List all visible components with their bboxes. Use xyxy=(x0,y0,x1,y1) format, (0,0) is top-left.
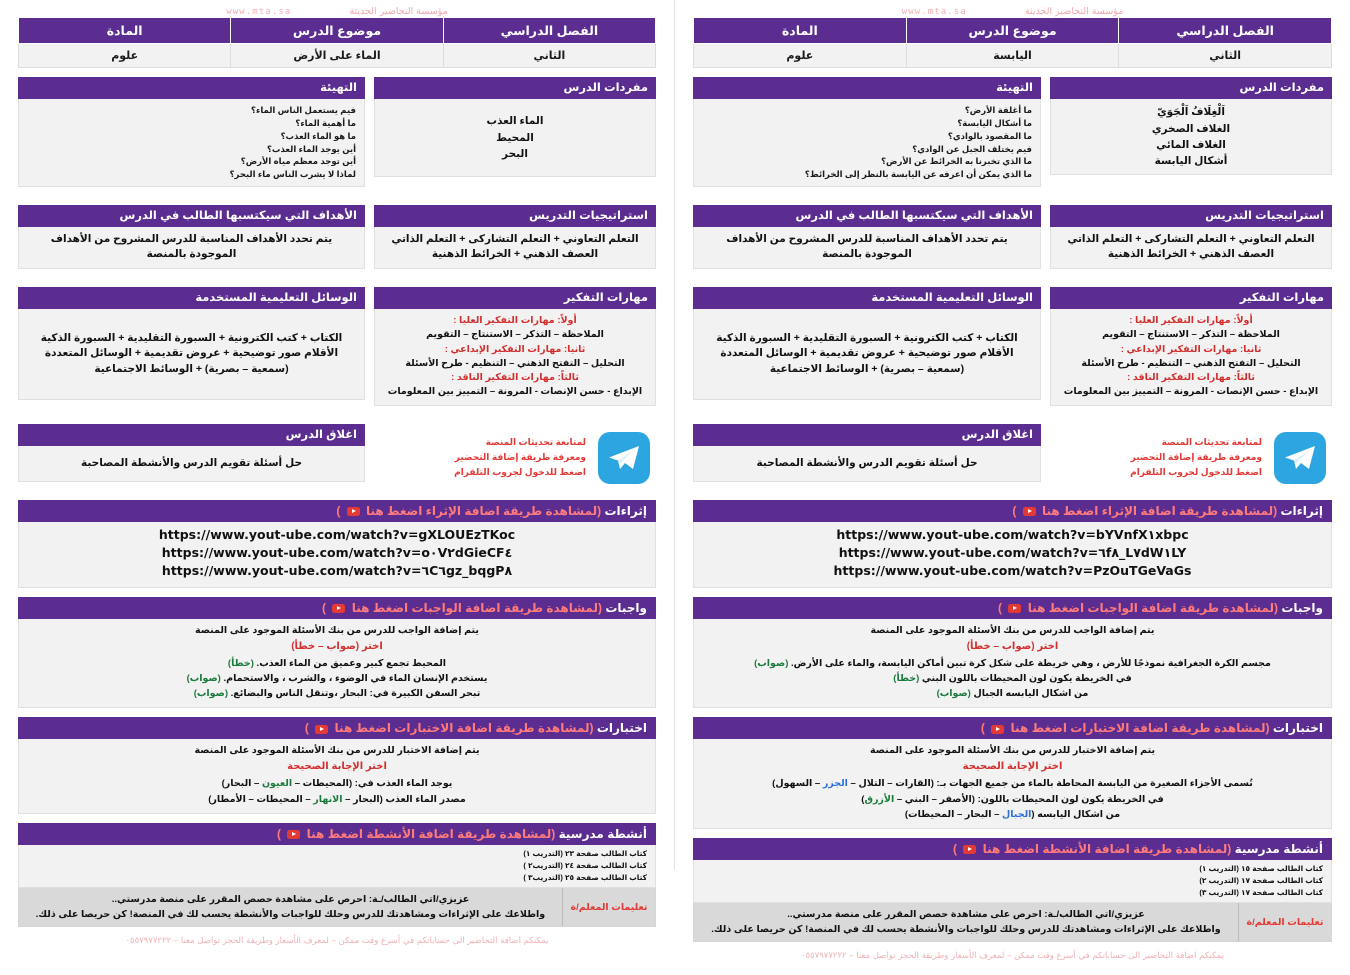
vocab-panel xyxy=(374,77,656,177)
enrichment-sublabel: (لمشاهدة طريقة اضافة الإثراء اضغط هنا xyxy=(1042,504,1278,519)
homework-panel-title[interactable] xyxy=(693,597,1332,619)
tests-panel-body xyxy=(693,739,1332,829)
goals-panel xyxy=(18,205,365,269)
enrichment-label: إثراءات xyxy=(1280,504,1323,519)
strategies-panel-title: استراتيجيات التدريس xyxy=(1050,205,1332,227)
table-header-row xyxy=(19,18,656,44)
homework-item-text: تبحر السفن الكبيرة في: البحار ،وتنقل الناس والبضائع. xyxy=(228,688,481,700)
test-item-post: – السهول) xyxy=(772,778,823,790)
warmup-panel xyxy=(693,77,1041,187)
test-item-post: – البحار) xyxy=(221,778,262,790)
media-line: الكتاب + كتب الكترونية + السبورة التقليدية + السبورة الذكية xyxy=(716,332,1018,345)
test-item-pre: يوجد الماء العذب في: (المحيطات – xyxy=(292,778,453,790)
strategies-column xyxy=(1050,205,1332,278)
paren-close: ) xyxy=(998,600,1003,615)
media-panel-body xyxy=(18,309,365,400)
homework-label: واجبات xyxy=(1281,600,1323,615)
activity-item: كتاب الطالب صفحة ٢٣ (التدريب ١) xyxy=(523,848,647,858)
closing-column xyxy=(18,424,365,492)
homework-panel-title[interactable] xyxy=(18,597,656,619)
list-item: الغلاف الصخري xyxy=(1151,122,1231,135)
warmup-vocab-row xyxy=(693,77,1332,196)
teacher-instructions-line: واطلاعك على الإثراءات ومشاهدتك للدرس وحلك للواجبات والأنشطة يحسب لك في المنصة! كن حريصا على ذلك. xyxy=(711,924,1221,936)
list-item: الغلاف المائي xyxy=(1156,138,1226,151)
goals-column xyxy=(693,205,1041,278)
vocab-list xyxy=(1059,104,1323,169)
test-item xyxy=(704,792,1321,807)
homework-item xyxy=(704,656,1321,671)
homework-item-text: مجسم الكرة الجغرافية نموذجًا للأرض ، وهي خريطة على شكل كرة تبين أماكن اليابسة، والماء على الأرض. xyxy=(788,657,1271,669)
activities-panel-body xyxy=(18,845,656,888)
list-item: ما الذي يمكن أن اعرفه عن اليابسة بالنظر إلى الخرائط؟ xyxy=(804,169,1032,180)
lesson-page xyxy=(675,0,1350,962)
warmup-question-list xyxy=(27,104,356,181)
list-item: أشكال اليابسة xyxy=(1154,155,1228,168)
activity-item: كتاب الطالب صفحة ٢٥ (التدريب٣ ) xyxy=(523,872,647,882)
activity-item: كتاب الطالب صفحة ١٥ (التدريب ١) xyxy=(1199,864,1323,874)
warmup-column xyxy=(18,77,365,196)
teacher-instructions-line: واطلاعك على الإثراءات ومشاهدتك للدرس وحلك للواجبات والأنشطة يحسب لك في المنصة! كن حريصا على ذلك. xyxy=(35,909,546,921)
strategies-line: العصف الذهني + الخرائط الذهنية xyxy=(1107,248,1275,261)
youtube-icon[interactable] xyxy=(991,725,1004,734)
homework-item-answer: (صواب) xyxy=(193,688,228,700)
teacher-instructions-label: تعليمات المعلم/ة xyxy=(1238,903,1331,941)
enrichment-url[interactable]: https://www.yout-ube.com/watch?v=PzOuTGeVaGs xyxy=(833,563,1192,579)
youtube-icon[interactable] xyxy=(1008,604,1021,613)
brand-header xyxy=(18,6,656,17)
list-item: لماذا لا يشرب الناس ماء البحر؟ xyxy=(229,169,356,180)
thinking-line: التحليل – التفتح الذهني – التنظيم - طرح الأسئلة xyxy=(405,357,625,369)
tests-prompt: اختر الإجابة الصحيحة xyxy=(962,761,1063,773)
thinking-line: الملاحظة – التذكر – الاستنتاج – التقويم xyxy=(1102,329,1280,341)
thinking-line: الملاحظة – التذكر – الاستنتاج – التقويم xyxy=(426,329,604,341)
strategies-line: التعلم التعاوني + التعلم التشاركى + التعلم الذاتي xyxy=(1067,233,1315,246)
test-item-post: – المحيطات – الأمطار) xyxy=(208,793,314,805)
media-line: (سمعية – بصرية) + الوسائط الاجتماعية xyxy=(94,362,289,375)
youtube-icon[interactable] xyxy=(1023,507,1036,516)
brand-name: مؤسسة التحاضير الحديثة xyxy=(1024,6,1124,17)
table-header-row xyxy=(694,18,1332,44)
test-item-answer: الجبال xyxy=(1002,808,1032,820)
tests-panel-title[interactable] xyxy=(18,717,656,739)
goals-strategies-row xyxy=(693,205,1332,278)
tests-intro: يتم إضافة الاختبار للدرس من بنك الأسئلة الموجود على المنصة xyxy=(194,745,480,757)
homework-sublabel: (لمشاهدة طريقة اضافة الواجبات اضغط هنا xyxy=(1027,600,1278,615)
activity-item: كتاب الطالب صفحة ٢٤ (التدريب٢ ) xyxy=(523,860,647,870)
test-item-answer: الأزرق xyxy=(864,793,895,805)
paren-close: ) xyxy=(980,721,985,736)
cell-topic: الماء على الأرض xyxy=(231,44,443,68)
thinking-panel-body xyxy=(374,309,656,406)
test-item xyxy=(29,776,645,791)
homework-prompt: اختر (صواب – خطأ) xyxy=(291,640,383,652)
brand-header xyxy=(693,6,1332,17)
goals-column xyxy=(18,205,365,278)
warmup-panel-title: التهيئة xyxy=(693,77,1041,99)
paren-close: ) xyxy=(276,826,281,841)
cell-term: الثاني xyxy=(443,44,655,68)
homework-item-answer: (صواب) xyxy=(936,688,971,700)
activities-panel-title[interactable] xyxy=(693,838,1332,860)
teacher-instructions xyxy=(693,903,1332,942)
vocab-column xyxy=(1050,77,1332,196)
activities-label: أنشطة مدرسية xyxy=(1234,842,1323,857)
telegram-column xyxy=(1050,424,1332,492)
list-item: ما الذي تخبرنا به الخرائط عن الأرض؟ xyxy=(881,156,1032,167)
media-panel-title: الوسائل التعليمية المستخدمة xyxy=(693,287,1041,309)
youtube-icon[interactable] xyxy=(287,830,300,839)
telegram-caption xyxy=(1130,435,1262,480)
telegram-line: اضغط للدخول لجروب التلقرام xyxy=(1130,466,1262,477)
lesson-info-table xyxy=(18,17,656,68)
vocab-panel xyxy=(1050,77,1332,175)
homework-panel-body xyxy=(18,619,656,709)
telegram-closing-row xyxy=(18,424,656,492)
tests-label: اختبارات xyxy=(1272,721,1323,736)
strategies-panel-title: استراتيجيات التدريس xyxy=(374,205,656,227)
telegram-line: ومعرفة طريقة إضافة التحضير xyxy=(1130,452,1262,463)
media-panel-body xyxy=(693,309,1041,400)
thinking-panel xyxy=(1050,287,1332,406)
homework-sublabel: (لمشاهدة طريقة اضافة الواجبات اضغط هنا xyxy=(351,600,602,615)
test-item xyxy=(29,792,645,807)
thinking-panel xyxy=(374,287,656,406)
enrichment-panel-body xyxy=(18,522,656,587)
strategies-panel-body xyxy=(374,227,656,268)
goals-panel-title: الأهداف التي سيكتسبها الطالب في الدرس xyxy=(18,205,365,227)
col-header-subject: المادة xyxy=(694,18,907,44)
enrichment-url[interactable]: https://www.yout-ube.com/watch?v=gXLOUEzTKoc xyxy=(158,527,516,543)
thinking-label: ثالثاً: مهارات التفكير الناقد : xyxy=(1127,372,1255,384)
activities-sublabel: (لمشاهدة طريقة اضافة الأنشطة اضغط هنا xyxy=(306,826,556,841)
enrichment-url[interactable]: https://www.yout-ube.com/watch?v=٦C٦gz_bqgP٨ xyxy=(161,563,513,579)
media-line: الأقلام صور توضيحية + عروض تقديمية + الوسائل المتعددة xyxy=(720,347,1014,360)
telegram-closing-row xyxy=(693,424,1332,492)
closing-panel xyxy=(18,424,365,483)
thinking-column xyxy=(1050,287,1332,415)
activities-panel-body xyxy=(693,860,1332,903)
thinking-label: ثالثاً: مهارات التفكير الناقد : xyxy=(451,372,579,384)
youtube-icon[interactable] xyxy=(332,604,345,613)
brand-url: www.mta.sa xyxy=(901,6,967,17)
goals-panel-title: الأهداف التي سيكتسبها الطالب في الدرس xyxy=(693,205,1041,227)
telegram-caption xyxy=(454,435,586,480)
test-item-post: – البحار – المحيطات) xyxy=(904,808,1003,820)
closing-panel-title: اغلاق الدرس xyxy=(18,424,365,446)
vocab-panel-body xyxy=(1050,99,1332,175)
strategies-panel xyxy=(1050,205,1332,269)
thinking-label: ثانيا: مهارات التفكير الإبداعي : xyxy=(1120,343,1262,355)
thinking-label: أولاً: مهارات التفكير العليا : xyxy=(453,315,577,327)
teacher-instructions xyxy=(18,888,656,927)
teacher-instructions-line: عزيزي/اتي الطالب/ـة: احرص على مشاهدة حصص المقرر على منصة مدرستي.. xyxy=(787,909,1145,921)
homework-item-answer: (خطأ) xyxy=(893,672,920,684)
enrichment-panel-title[interactable] xyxy=(18,500,656,522)
test-item-answer: الجزر xyxy=(822,778,848,790)
enrichment-panel-body xyxy=(693,522,1332,587)
youtube-icon[interactable] xyxy=(963,845,976,854)
homework-item xyxy=(29,656,645,671)
telegram-line: لمتابعة تحديثات المنصة xyxy=(485,437,586,448)
homework-item-text: يستخدم الإنسان الماء في الوضوء ، والشرب ، والاستحمام. xyxy=(220,672,488,684)
thinking-line: التحليل – التفتح الذهني – التنظيم - طرح الأسئلة xyxy=(1081,357,1301,369)
homework-label: واجبات xyxy=(605,600,647,615)
col-header-term: الفصل الدراسي xyxy=(443,18,655,44)
telegram-line: ومعرفة طريقة إضافة التحضير xyxy=(454,452,586,463)
strategies-column xyxy=(374,205,656,278)
homework-item-text: من اشكال اليابسه الجبال xyxy=(970,688,1089,700)
strategies-panel xyxy=(374,205,656,269)
thinking-panel-title: مهارات التفكير xyxy=(374,287,656,309)
col-header-topic: موضوع الدرس xyxy=(906,18,1119,44)
homework-item xyxy=(29,671,645,686)
enrichment-url[interactable]: https://www.yout-ube.com/watch?v=bYVnfX١xbpc xyxy=(836,527,1189,543)
table-row xyxy=(19,44,656,68)
tests-prompt: اختر الإجابة الصحيحة xyxy=(287,761,387,773)
activity-item: كتاب الطالب صفحة ١٧ (التدريب ٢) xyxy=(1199,876,1323,886)
enrichment-sublabel: (لمشاهدة طريقة اضافة الإثراء اضغط هنا xyxy=(366,504,602,519)
paren-close: ) xyxy=(304,721,309,736)
homework-intro: يتم إضافة الواجب للدرس من بنك الأسئلة الموجود على المنصة xyxy=(195,624,479,636)
strategies-panel-body xyxy=(1050,227,1332,268)
homework-item xyxy=(704,686,1321,701)
media-thinking-row xyxy=(693,287,1332,415)
homework-panel-body xyxy=(693,619,1332,709)
teacher-instructions-line: عزيزي/اتي الطالب/ـة: احرص على مشاهدة حصص المقرر على منصة مدرستي.. xyxy=(111,893,470,905)
youtube-icon[interactable] xyxy=(315,725,328,734)
list-item: أين يوجد الماء العذب؟ xyxy=(266,143,356,154)
test-item-pre: من اشكال اليابسه ( xyxy=(1031,808,1121,820)
telegram-group-link[interactable] xyxy=(1050,424,1332,486)
thinking-panel-title: مهارات التفكير xyxy=(1050,287,1332,309)
homework-item-answer: (صواب) xyxy=(186,672,221,684)
telegram-line: لمتابعة تحديثات المنصة xyxy=(1161,437,1262,448)
warmup-panel-body xyxy=(693,99,1041,187)
enrichment-url[interactable]: https://www.yout-ube.com/watch?v=٦f٨_L٧dW١LY xyxy=(838,545,1187,561)
warmup-question-list xyxy=(702,104,1032,181)
tests-panel-title[interactable] xyxy=(693,717,1332,739)
goals-strategies-row xyxy=(18,205,656,278)
thinking-column xyxy=(374,287,656,415)
paren-close: ) xyxy=(336,504,341,519)
closing-column xyxy=(693,424,1041,492)
warmup-panel-body xyxy=(18,99,365,187)
strategies-line: العصف الذهني + الخرائط الذهنية xyxy=(431,248,599,261)
media-thinking-row xyxy=(18,287,656,415)
list-item: ما أغلفة الأرض؟ xyxy=(964,105,1032,116)
enrichment-panel-title[interactable] xyxy=(693,500,1332,522)
thinking-line: الإبداع - حسن الإنصات - المرونة – التمييز بين المعلومات xyxy=(387,386,643,398)
goals-panel-body: يتم تحدد الأهداف المناسبة للدرس المشروح من الأهداف الموجودة بالمنصة xyxy=(18,227,365,268)
thinking-label: ثانيا: مهارات التفكير الإبداعي : xyxy=(444,343,586,355)
thinking-line: الإبداع - حسن الإنصات - المرونة – التمييز بين المعلومات xyxy=(1063,386,1319,398)
list-item: اَلْغِلَافُ اَلْجَوَيّ xyxy=(1157,106,1225,119)
telegram-line: اضغط للدخول لجروب التلقرام xyxy=(454,466,586,477)
list-item: فيم يختلف الجبل عن الوادي؟ xyxy=(912,143,1032,154)
paren-close: ) xyxy=(322,600,327,615)
activities-panel xyxy=(18,823,656,927)
teacher-instructions-body xyxy=(694,903,1238,941)
paren-close: ) xyxy=(952,842,957,857)
brand-name: مؤسسة التحاضير الحديثة xyxy=(349,6,448,17)
vocab-panel-title: مفردات الدرس xyxy=(374,77,656,99)
media-line: (سمعية – بصرية) + الوسائط الاجتماعية xyxy=(769,362,965,375)
closing-panel-title: اغلاق الدرس xyxy=(693,424,1041,446)
tests-panel xyxy=(18,717,656,814)
lesson-info-table xyxy=(693,17,1332,68)
page-footer: يمكنكم اضافة التحاضير الى حساباتكم في أسرع وقت ممكن – لمعرف الأسعار وطريقة الحجز تواصل معنا – ٠٥٥٧٩٧٧٢٢٢ xyxy=(125,936,549,947)
list-item: البحر xyxy=(502,147,528,160)
cell-topic: اليابسة xyxy=(906,44,1119,68)
col-header-term: الفصل الدراسي xyxy=(1119,18,1332,44)
test-item-answer: العيون xyxy=(261,778,293,790)
list-item: ما أشكال اليابسة؟ xyxy=(957,118,1032,129)
cell-subject: علوم xyxy=(694,44,907,68)
strategies-line: التعلم التعاوني + التعلم التشاركى + التعلم الذاتي xyxy=(391,233,639,246)
test-item-pre: مصدر الماء العذب (البحار – xyxy=(342,793,466,805)
lesson-page xyxy=(0,0,675,947)
list-item: الماء العذب xyxy=(486,115,544,128)
media-panel xyxy=(693,287,1041,400)
test-item-pre: في الخريطة يكون لون المحيطات باللون: (الأصفر – البني – xyxy=(894,793,1164,805)
activities-panel xyxy=(693,838,1332,942)
activities-panel-title[interactable] xyxy=(18,823,656,845)
homework-item xyxy=(704,671,1321,686)
list-item: أين توجد معظم مياه الأرض؟ xyxy=(240,156,356,167)
teacher-instructions-body xyxy=(19,888,562,926)
telegram-group-link[interactable] xyxy=(374,424,656,486)
homework-item-answer: (خطأ) xyxy=(227,657,254,669)
vocab-column xyxy=(374,77,656,196)
media-line: الأقلام صور توضيحية + عروض تقديمية + الوسائل المتعددة xyxy=(44,347,339,360)
test-item xyxy=(704,776,1321,791)
closing-panel xyxy=(693,424,1041,483)
test-item xyxy=(704,807,1321,822)
goals-panel-body: يتم تحدد الأهداف المناسبة للدرس المشروح من الأهداف الموجودة بالمنصة xyxy=(693,227,1041,268)
closing-panel-body: حل أسئلة تقويم الدرس والأنشطة المصاحبة xyxy=(18,446,365,482)
enrichment-url[interactable]: https://www.yout-ube.com/watch?v=o٠V٢dGieCF٤ xyxy=(161,545,513,561)
enrichment-panel xyxy=(693,500,1332,587)
tests-intro: يتم إضافة الاختبار للدرس من بنك الأسئلة الموجود على المنصة xyxy=(869,745,1156,757)
teacher-instructions-label: تعليمات المعلم/ة xyxy=(562,888,655,926)
media-column xyxy=(18,287,365,415)
warmup-panel xyxy=(18,77,365,187)
tests-sublabel: (لمشاهدة طريقة اضافة الاختبارات اضغط هنا xyxy=(1010,721,1270,736)
vocab-panel-body xyxy=(374,99,656,177)
tests-panel-body xyxy=(18,739,656,814)
vocab-panel-title: مفردات الدرس xyxy=(1050,77,1332,99)
warmup-panel-title: التهيئة xyxy=(18,77,365,99)
list-item: فيم يستعمل الناس الماء؟ xyxy=(251,105,356,116)
list-item: ما أهمية الماء؟ xyxy=(295,118,356,129)
media-column xyxy=(693,287,1041,415)
media-panel-title: الوسائل التعليمية المستخدمة xyxy=(18,287,365,309)
homework-panel xyxy=(693,597,1332,709)
tests-panel xyxy=(693,717,1332,829)
test-item-pre: تُسمى الأجزاء الصغيرة من اليابسة المحاطة بالماء من جميع الجهات بـ: (القارات – التلال – xyxy=(847,778,1253,790)
warmup-column xyxy=(693,77,1041,196)
homework-panel xyxy=(18,597,656,709)
list-item: المحيط xyxy=(496,131,534,144)
vocab-list xyxy=(383,113,647,162)
media-line: الكتاب + كتب الكترونية + السبورة التقليدية + السبورة الذكية xyxy=(40,332,343,345)
activities-sublabel: (لمشاهدة طريقة اضافة الأنشطة اضغط هنا xyxy=(982,842,1232,857)
youtube-icon[interactable] xyxy=(347,507,360,516)
telegram-column xyxy=(374,424,656,492)
page-footer: يمكنكم اضافة التحاضير الى حساباتكم في أسرع وقت ممكن – لمعرف الأسعار وطريقة الحجز تواصل معنا – ٠٥٥٧٩٧٧٢٢٢ xyxy=(800,951,1225,962)
thinking-panel-body xyxy=(1050,309,1332,406)
thinking-label: أولاً: مهارات التفكير العليا : xyxy=(1129,315,1253,327)
table-row xyxy=(694,44,1332,68)
homework-prompt: اختر (صواب – خطأ) xyxy=(966,640,1059,652)
homework-item xyxy=(29,686,645,701)
homework-item-text: في الخريطة يكون لون المحيطات باللون البني xyxy=(919,672,1132,684)
telegram-icon[interactable] xyxy=(598,432,650,484)
enrichment-panel xyxy=(18,500,656,587)
homework-item-text: المحيط تجمع كبير وعميق من الماء العذب. xyxy=(253,657,447,669)
warmup-vocab-row xyxy=(18,77,656,196)
telegram-icon[interactable] xyxy=(1274,432,1326,484)
col-header-subject: المادة xyxy=(19,18,231,44)
activity-item: كتاب الطالب صفحة ١٧ (التدريب ٣) xyxy=(1199,888,1323,898)
test-item-post: ) xyxy=(861,793,865,805)
homework-item-answer: (صواب) xyxy=(754,657,789,669)
col-header-topic: موضوع الدرس xyxy=(231,18,443,44)
goals-panel xyxy=(693,205,1041,269)
brand-url: www.mta.sa xyxy=(226,6,292,17)
closing-panel-body: حل أسئلة تقويم الدرس والأنشطة المصاحبة xyxy=(693,446,1041,482)
tests-sublabel: (لمشاهدة طريقة اضافة الاختبارات اضغط هنا xyxy=(334,721,594,736)
test-item-answer: الانهار xyxy=(313,793,343,805)
activities-label: أنشطة مدرسية xyxy=(558,826,647,841)
list-item: ما هو الماء العذب؟ xyxy=(280,130,356,141)
media-panel xyxy=(18,287,365,400)
cell-subject: علوم xyxy=(19,44,231,68)
enrichment-label: إثراءات xyxy=(604,504,647,519)
cell-term: الثاني xyxy=(1119,44,1332,68)
paren-close: ) xyxy=(1012,504,1017,519)
homework-intro: يتم إضافة الواجب للدرس من بنك الأسئلة الموجود على المنصة xyxy=(870,624,1155,636)
tests-label: اختبارات xyxy=(596,721,647,736)
list-item: ما المقصود بالوادي؟ xyxy=(947,130,1032,141)
